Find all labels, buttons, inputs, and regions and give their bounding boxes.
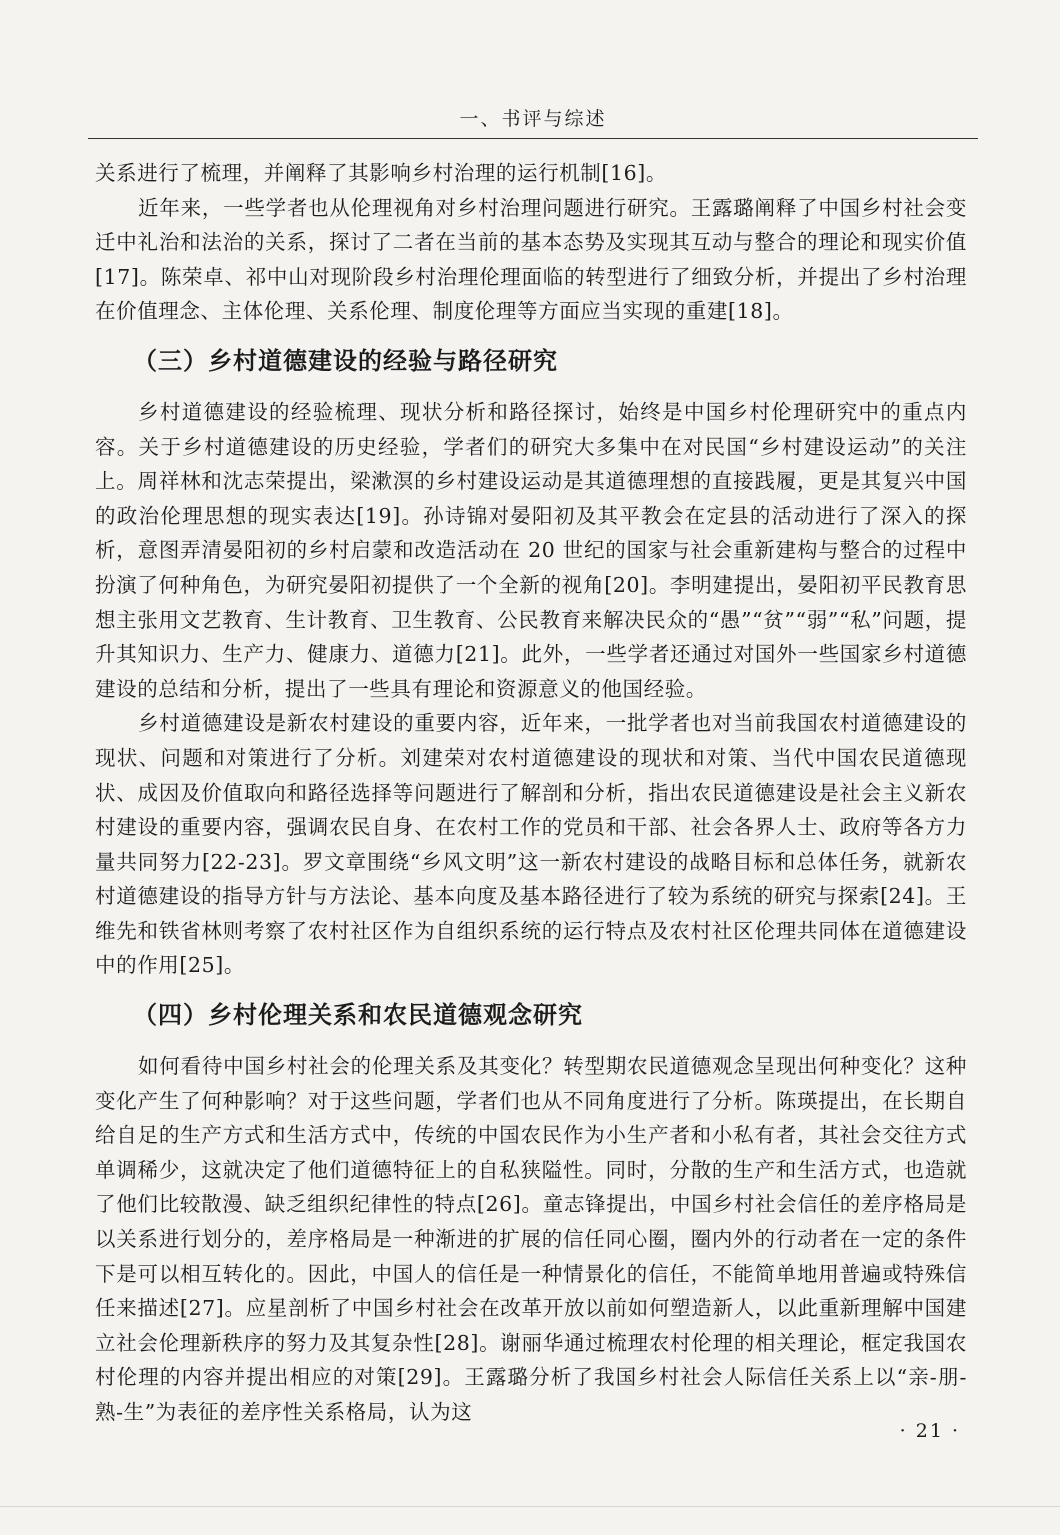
paragraph: 如何看待中国乡村社会的伦理关系及其变化？转型期农民道德观念呈现出何种变化？这种变化产生了何种影响？对于这些问题，学者们也从不同角度进行了分析。陈瑛提出，在长期自给自足的生产方式和生活方式中，传统的中国农民作为小生产者和小私有者，其社会交往方式单调稀少，这就决定了他们道德特征上的自私狭隘性。同时，分散的生产和生活方式，也造就了他们比较散漫、缺乏组织纪律性的特点[26]。童志锋提出，中国乡村社会信任的差序格局是以关系进行划分的，差序格局是一种渐进的扩展的信任同心圈，圈内外的行动者在一定的条件下是可以相互转化的。因此，中国人的信任是一种情景化的信任，不能简单地用普遍或特殊信任来描述[27]。应星剖析了中国乡村社会在改革开放以前如何塑造新人，以此重新理解中国建立社会伦理新秩序的努力及其复杂性[28]。谢丽华通过梳理农村伦理的相关理论，框定我国农村伦理的内容并提出相应的对策[29]。王露璐分析了我国乡村社会人际信任关系上以“亲-朋-熟-生”为表征的差序性关系格局，认为这 [95, 1054, 967, 1424]
paragraph: 乡村道德建设的经验梳理、现状分析和路径探讨，始终是中国乡村伦理研究中的重点内容。关于乡村道德建设的历史经验，学者们的研究大多集中在对民国“乡村建设运动”的关注上。周祥林和沈志荣提出，梁漱溟的乡村建设运动是其道德理想的直接践履，更是其复兴中国的政治伦理思想的现实表达[19]。孙诗锦对晏阳初及其平教会在定县的活动进行了深入的探析，意图弄清晏阳初的乡村启蒙和改造活动在 20 世纪的国家与社会重新建构与整合的过程中扮演了何种角色，为研究晏阳初提供了一个全新的视角[20]。李明建提出，晏阳初平民教育思想主张用文艺教育、生计教育、卫生教育、公民教育来解决民众的“愚”“贫”“弱”“私”问题，提升其知识力、生产力、健康力、道德力[21]。此外，一些学者还通过对国外一些国家乡村道德建设的总结和分析，提出了一些具有理论和资源意义的他国经验。 [95, 399, 967, 701]
header-rule [88, 138, 978, 139]
paragraph-continued: 关系进行了梳理，并阐释了其影响乡村治理的运行机制[16]。 [95, 161, 667, 185]
section-heading-3: （三）乡村道德建设的经验与路径研究 [133, 346, 558, 375]
page-bottom-edge [0, 1506, 1060, 1507]
paragraph: 乡村道德建设是新农村建设的重要内容，近年来，一批学者也对当前我国农村道德建设的现状、问题和对策进行了分析。刘建荣对农村道德建设的现状和对策、当代中国农民道德现状、成因及价值取向和路径选择等问题进行了解剖和分析，指出农民道德建设是社会主义新农村建设的重要内容，强调农民自身、在农村工作的党员和干部、社会各界人士、政府等各方力量共同努力[22-23]。罗文章围绕“乡风文明”这一新农村建设的战略目标和总体任务，就新农村道德建设的指导方针与方法论、基本向度及基本路径进行了较为系统的研究与探索[24]。王维先和铁省林则考察了农村社区作为自组织系统的运行特点及农村社区伦理共同体在道德建设中的作用[25]。 [95, 711, 967, 978]
page-number: · 21 · [899, 1420, 960, 1442]
body-text [95, 156, 967, 1430]
running-head: 一、书评与综述 [459, 108, 607, 130]
section-heading-4: （四）乡村伦理关系和农民道德观念研究 [133, 1001, 583, 1030]
paragraph: 近年来，一些学者也从伦理视角对乡村治理问题进行研究。王露璐阐释了中国乡村社会变迁中礼治和法治的关系，探讨了二者在当前的基本态势及实现其互动与整合的理论和现实价值[17]。陈荣卓、祁中山对现阶段乡村治理伦理面临的转型进行了细致分析，并提出了乡村治理在价值理念、主体伦理、关系伦理、制度伦理等方面应当实现的重建[18]。 [95, 195, 967, 324]
